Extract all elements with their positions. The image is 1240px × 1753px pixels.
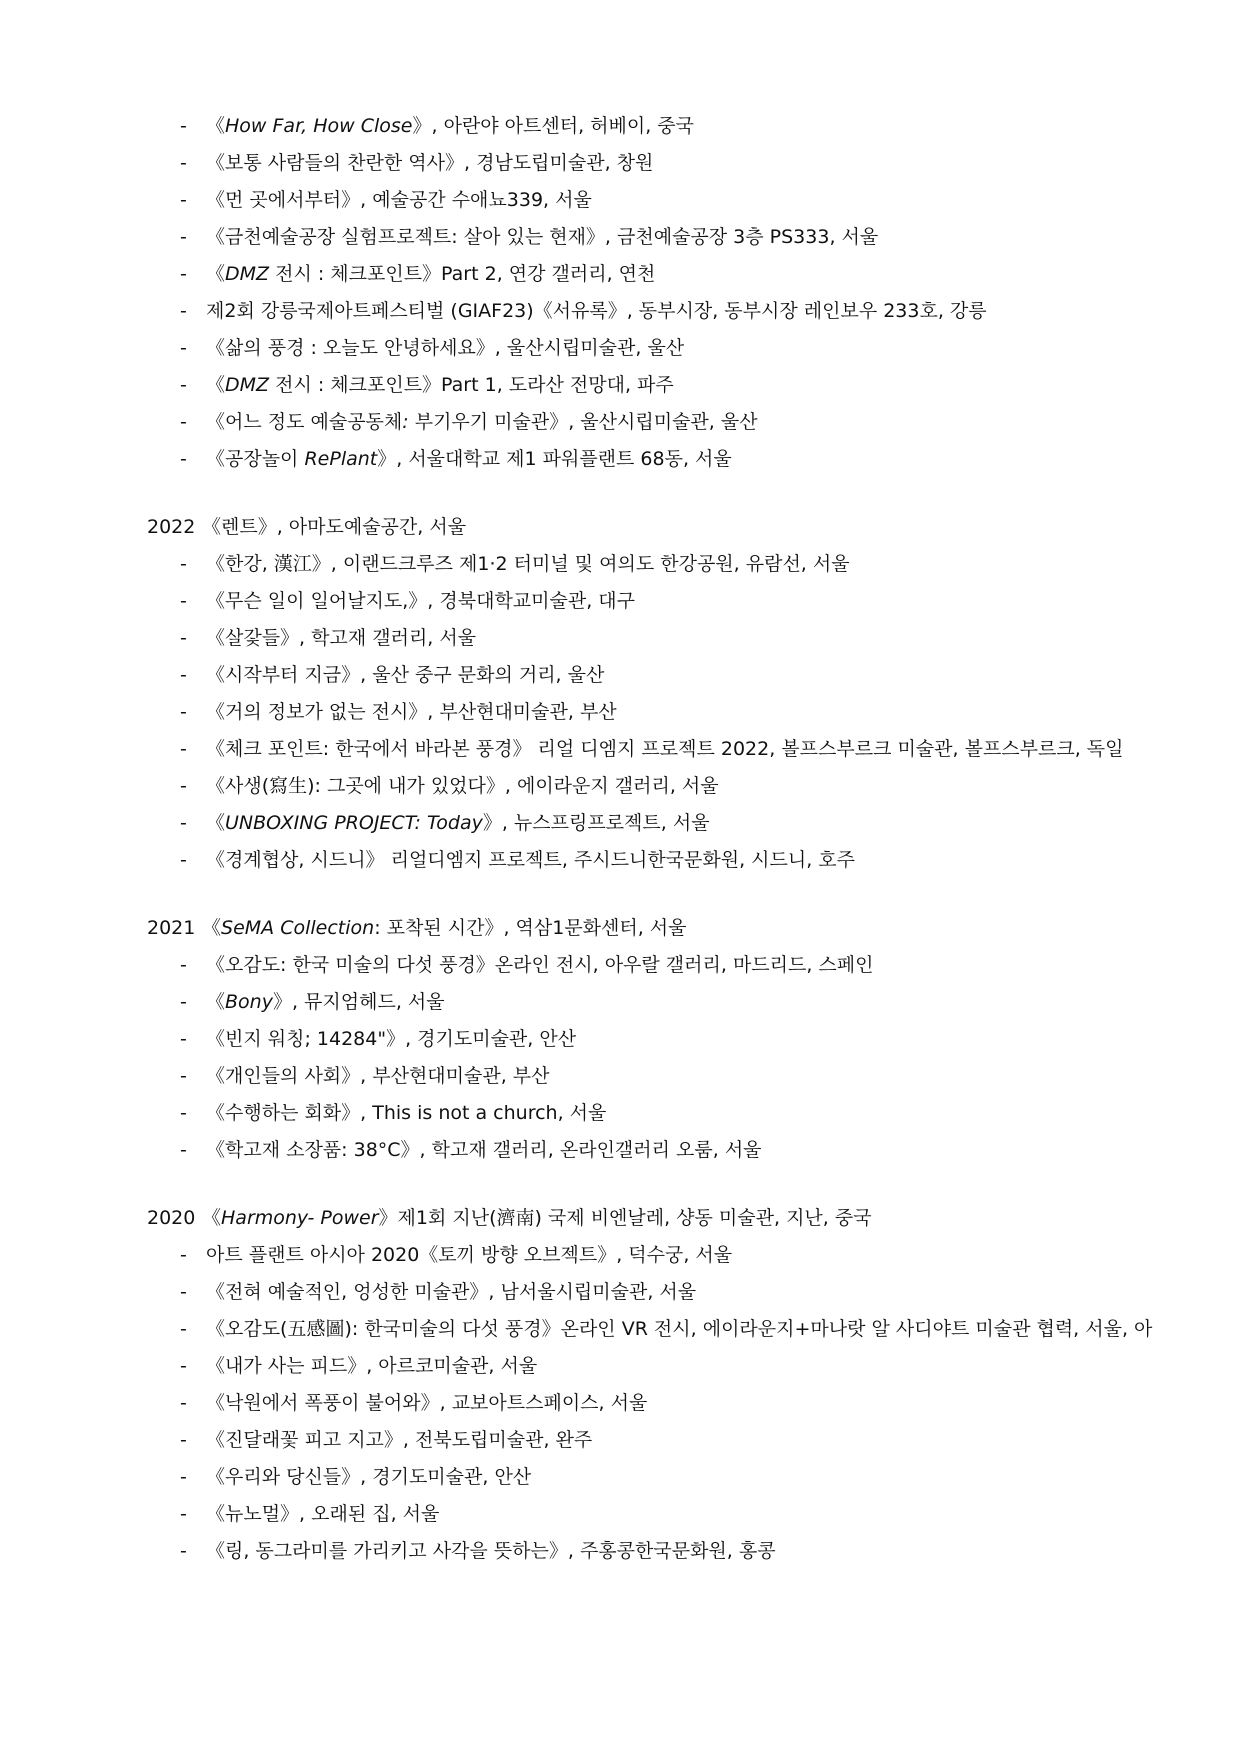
list-dash: - [180, 1281, 187, 1303]
list-dash: - [180, 263, 187, 285]
list-dash: - [180, 115, 187, 137]
exhibition-entry: 《SeMA Collection: 포착된 시간》, 역삼1문화센터, 서울 [202, 917, 687, 939]
exhibition-entry: 《어느 정도 예술공동체: 부기우기 미술관》, 울산시립미술관, 울산 [206, 411, 758, 433]
exhibition-entry: 《한강, 漢江》, 이랜드크루즈 제1·2 터미널 및 여의도 한강공원, 유람선, 서울 [206, 553, 850, 575]
list-dash: - [180, 590, 187, 612]
exhibition-entry: 《공장놀이 RePlant》, 서울대학교 제1 파워플랜트 68동, 서울 [206, 448, 732, 470]
exhibition-entry: 《금천예술공장 실험프로젝트: 살아 있는 현재》, 금천예술공장 3층 PS333, 서울 [206, 226, 879, 248]
year-label: 2020 [147, 1207, 196, 1229]
exhibition-entry: 아트 플랜트 아시아 2020《토끼 방향 오브젝트》, 덕수궁, 서울 [206, 1244, 733, 1266]
list-dash: - [180, 152, 187, 174]
exhibition-entry: 《뉴노멀》, 오래된 집, 서울 [206, 1503, 440, 1525]
list-dash: - [180, 1540, 187, 1562]
list-dash: - [180, 337, 187, 359]
exhibition-entry: 《경계협상, 시드니》 리얼디엠지 프로젝트, 주시드니한국문화원, 시드니, 호주 [206, 849, 856, 871]
list-dash: - [180, 701, 187, 723]
exhibition-entry: 《DMZ 전시 : 체크포인트》Part 1, 도라산 전망대, 파주 [206, 374, 674, 396]
list-dash: - [180, 991, 187, 1013]
exhibition-entry: 《오감도: 한국 미술의 다섯 풍경》온라인 전시, 아우랄 갤러리, 마드리드, 스페인 [206, 954, 874, 976]
exhibition-entry: 《학고재 소장품: 38°C》, 학고재 갤러리, 온라인갤러리 오룸, 서울 [206, 1139, 762, 1161]
exhibition-entry: 《Harmony- Power》제1회 지난(濟南) 국제 비엔날레, 샹동 미술관, 지난, 중국 [202, 1207, 872, 1229]
exhibition-entry: 《DMZ 전시 : 체크포인트》Part 2, 연강 갤러리, 연천 [206, 263, 656, 285]
list-dash: - [180, 1392, 187, 1414]
exhibition-entry: 《오감도(五感圖): 한국미술의 다섯 풍경》온라인 VR 전시, 에이라운지+마나랏 알 사디야트 미술관 협력, 서울, 아 [206, 1318, 1153, 1340]
list-dash: - [180, 411, 187, 433]
list-dash: - [180, 300, 187, 322]
list-dash: - [180, 849, 187, 871]
list-dash: - [180, 374, 187, 396]
list-dash: - [180, 553, 187, 575]
list-dash: - [180, 1318, 187, 1340]
list-dash: - [180, 1102, 187, 1124]
exhibition-entry: 《무슨 일이 일어날지도,》, 경북대학교미술관, 대구 [206, 590, 636, 612]
list-dash: - [180, 226, 187, 248]
exhibition-entry: 《낙원에서 폭풍이 불어와》, 교보아트스페이스, 서울 [206, 1392, 648, 1414]
exhibition-entry: 《링, 동그라미를 가리키고 사각을 뜻하는》, 주홍콩한국문화원, 홍콩 [206, 1540, 776, 1562]
exhibition-entry: 《진달래꽃 피고 지고》, 전북도립미술관, 완주 [206, 1429, 593, 1451]
exhibition-entry: 《전혀 예술적인, 엉성한 미술관》, 남서울시립미술관, 서울 [206, 1281, 697, 1303]
list-dash: - [180, 1139, 187, 1161]
list-dash: - [180, 1244, 187, 1266]
exhibition-entry: 《내가 사는 피드》, 아르코미술관, 서울 [206, 1355, 538, 1377]
exhibition-entry: 《빈지 워칭; 14284"》, 경기도미술관, 안산 [206, 1028, 577, 1050]
list-dash: - [180, 812, 187, 834]
exhibition-entry: 《Bony》, 뮤지엄헤드, 서울 [206, 991, 445, 1013]
exhibition-entry: 《보통 사람들의 찬란한 역사》, 경남도립미술관, 창원 [206, 152, 654, 174]
exhibition-entry: 《살갗들》, 학고재 갤러리, 서울 [206, 627, 477, 649]
list-dash: - [180, 954, 187, 976]
year-label: 2021 [147, 917, 196, 939]
year-label: 2022 [147, 516, 196, 538]
exhibition-entry: 《UNBOXING PROJECT: Today》, 뉴스프링프로젝트, 서울 [206, 812, 710, 834]
exhibition-entry: 《수행하는 회화》, This is not a church, 서울 [206, 1102, 607, 1124]
exhibition-entry: 《삶의 풍경 : 오늘도 안녕하세요》, 울산시립미술관, 울산 [206, 337, 685, 359]
exhibition-entry: 《거의 정보가 없는 전시》, 부산현대미술관, 부산 [206, 701, 617, 723]
exhibition-entry: 제2회 강릉국제아트페스티벌 (GIAF23)《서유록》, 동부시장, 동부시장 레인보우 233호, 강릉 [206, 300, 987, 322]
list-dash: - [180, 664, 187, 686]
exhibition-entry: 《사생(寫生): 그곳에 내가 있었다》, 에이라운지 갤러리, 서울 [206, 775, 719, 797]
list-dash: - [180, 627, 187, 649]
list-dash: - [180, 738, 187, 760]
exhibition-entry: 《How Far, How Close》, 아란야 아트센터, 허베이, 중국 [206, 115, 695, 137]
exhibition-entry: 《렌트》, 아마도예술공간, 서울 [202, 516, 467, 538]
list-dash: - [180, 1355, 187, 1377]
exhibition-entry: 《체크 포인트: 한국에서 바라본 풍경》 리얼 디엠지 프로젝트 2022, 볼프스부르크 미술관, 볼프스부르크, 독일 [206, 738, 1124, 760]
list-dash: - [180, 1028, 187, 1050]
list-dash: - [180, 1503, 187, 1525]
list-dash: - [180, 1429, 187, 1451]
list-dash: - [180, 1466, 187, 1488]
exhibition-entry: 《개인들의 사회》, 부산현대미술관, 부산 [206, 1065, 550, 1087]
list-dash: - [180, 448, 187, 470]
list-dash: - [180, 1065, 187, 1087]
exhibition-entry: 《시작부터 지금》, 울산 중구 문화의 거리, 울산 [206, 664, 605, 686]
list-dash: - [180, 775, 187, 797]
exhibition-entry: 《먼 곳에서부터》, 예술공간 수애뇨339, 서울 [206, 189, 592, 211]
exhibition-entry: 《우리와 당신들》, 경기도미술관, 안산 [206, 1466, 532, 1488]
list-dash: - [180, 189, 187, 211]
